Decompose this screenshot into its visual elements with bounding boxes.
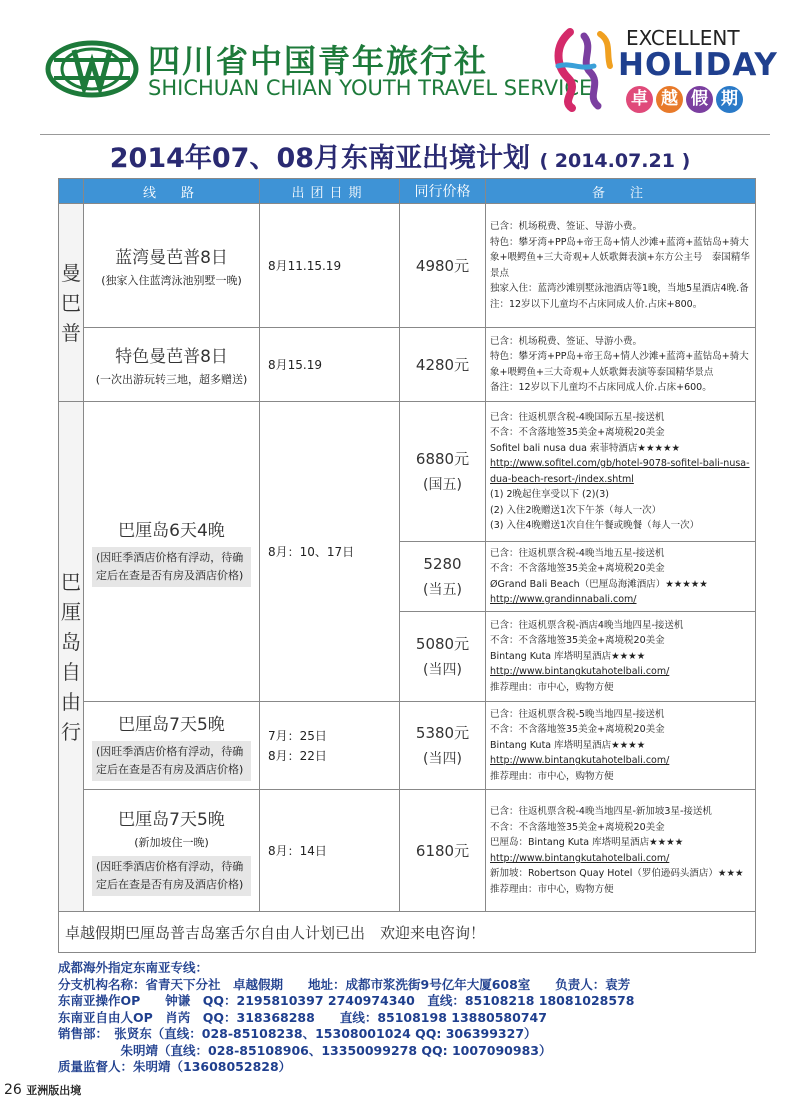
remark-line: 巴厘岛：Bintang Kuta 库塔明星酒店★★★★ — [490, 837, 684, 848]
route-sub-plain: (新加坡住一晚) — [134, 836, 209, 849]
route-name: 蓝湾曼芭普8日 — [115, 248, 228, 268]
route-cell — [84, 328, 260, 402]
brand-char: 期 — [716, 86, 743, 113]
title-main: 2014年07、08月东南亚出境计划 — [109, 143, 531, 174]
category-char: 行 — [61, 719, 81, 744]
remark-line: Bintang Kuta 库塔明星酒店★★★★ — [490, 739, 646, 751]
header-route: 线 路 — [84, 179, 260, 204]
route-sub: (独家入住蓝湾泳池别墅一晚) — [101, 274, 242, 287]
excellent-holiday-logo — [550, 26, 618, 112]
remark-line: (2) 入住2晚赠送1次下午茶（每人一次） — [490, 504, 662, 516]
remark-line: 不含：不含落地签35美金+离境税20美金 — [490, 563, 665, 574]
remark-line: 不含：不含落地签35美金+离境税20美金 — [490, 635, 665, 647]
brand-char: 卓 — [626, 86, 653, 113]
route-name: 巴厘岛7天5晚 — [118, 810, 225, 830]
price-value: 5280 — [423, 554, 462, 573]
hotel-link[interactable]: http://www.bintangkutahotelbali.com/ — [490, 666, 670, 678]
header-price: 同行价格 — [400, 179, 486, 204]
remarks — [486, 204, 756, 328]
remarks — [486, 612, 756, 702]
hotel-link[interactable]: http://www.bintangkutahotelbali.com/ — [490, 755, 670, 767]
remark-line: 备注：12岁以下儿童均不占床同成人价.占床+600。 — [490, 382, 712, 393]
page-title — [0, 136, 800, 175]
price-grade: (当四) — [423, 661, 462, 678]
route-cell — [84, 402, 260, 702]
price — [400, 542, 486, 612]
departure-dates: 8月：10、17日 — [260, 402, 400, 702]
contact-line: 销售部： 张贤东（直线：028-85108238、15308001024 QQ: 306399327） — [58, 1026, 537, 1041]
remarks — [486, 702, 756, 790]
page-footer — [4, 1082, 81, 1098]
header-dates: 出团日期 — [260, 179, 400, 204]
remark-line: 推荐理由：市中心，购物方便 — [490, 681, 614, 693]
remark-line: 不含：不含落地签35美金+离境税20美金 — [490, 724, 665, 736]
remark-line: 不含：不含落地签35美金+离境税20美金 — [490, 821, 665, 833]
category-char: 厘 — [61, 599, 81, 624]
departure-dates: 8月：14日 — [260, 790, 400, 912]
title-date: ( 2014.07.21 ) — [539, 150, 691, 172]
table-row — [59, 204, 756, 328]
price-value: 5380元 — [415, 723, 470, 742]
remarks — [486, 790, 756, 912]
route-name: 特色曼芭普8日 — [115, 347, 228, 367]
header-divider — [40, 134, 770, 135]
hotel-link[interactable]: http://www.grandinnabali.com/ — [490, 594, 637, 605]
price-grade: (国五) — [423, 476, 462, 493]
price-grade: (当五) — [423, 581, 462, 598]
route-sub: (一次出游玩转三地，超多赠送) — [95, 373, 248, 386]
date-line: 7月：25日 — [268, 728, 327, 743]
category-char: 由 — [61, 689, 81, 714]
brand-char: 越 — [656, 86, 683, 113]
remark-line: 已含：往返机票含税-4晚国际五星-接送机 — [490, 411, 665, 423]
itinerary-table — [58, 178, 756, 953]
remark-line: 独家入住：蓝湾沙滩别墅泳池酒店等1晚，当地5星酒店4晚.备注：12岁以下儿童均不占床同成人价.占床+800。 — [490, 283, 749, 310]
contact-line: 东南亚自由人OP 肖芮 QQ：318368288 直线：85108198 13880580747 — [58, 1009, 547, 1025]
category-char: 岛 — [61, 629, 81, 654]
departure-dates: 8月11.15.19 — [260, 204, 400, 328]
section-name: 亚洲版出境 — [26, 1084, 82, 1097]
remark-line: 已含：机场税费、签证、导游小费。 — [490, 221, 643, 232]
route-cell — [84, 790, 260, 912]
remark-line: (3) 入住4晚赠送1次自住午餐或晚餐（每人一次） — [490, 520, 700, 531]
remark-line: 不含：不含落地签35美金+离境税20美金 — [490, 427, 665, 438]
org-name-cn: 四川省中国青年旅行社 — [148, 42, 489, 80]
page-number: 26 — [4, 1082, 22, 1098]
remarks — [486, 542, 756, 612]
price-value: 5080元 — [415, 634, 470, 653]
brand-holiday: HOLIDAY — [618, 47, 778, 83]
remark-line: 特色：攀牙湾+PP岛+帝王岛+情人沙滩+蓝湾+蓝钻岛+骑大象+喂鳄鱼+三大奇观+人妖歌舞表演+东方公主号 泰国精华景点 — [490, 236, 750, 279]
category-char: 巴 — [61, 569, 81, 594]
remark-line: 推荐理由：市中心，购物方便 — [490, 770, 614, 782]
remark-line: 已含：往返机票含税-酒店4晚当地四星-接送机 — [490, 619, 684, 631]
contact-line: 东南亚操作OP 钟谦 QQ：2195810397 2740974340 直线：85108218 18081028578 — [58, 993, 635, 1008]
price — [400, 402, 486, 542]
brand-excellent: EXCELLENT — [626, 26, 740, 50]
remark-line: 已含：往返机票含税-4晚当地五星-接送机 — [490, 547, 665, 559]
contact-line: 质量监督人：朱明靖（13608052828） — [58, 1059, 292, 1074]
table-row — [59, 702, 756, 790]
hotel-link[interactable]: http://www.sofitel.com/gb/hotel-9078-sofitel-bali-nusa-dua-beach-resort-/index.shtml — [490, 458, 750, 485]
remark-line: Bintang Kuta 库塔明星酒店★★★★ — [490, 650, 646, 662]
route-cell — [84, 204, 260, 328]
remark-line: Sofitel bali nusa dua 索菲特酒店★★★★★ — [490, 442, 681, 454]
route-sub: (因旺季酒店价格有浮动，待确定后在查是否有房及酒店价格) — [92, 856, 251, 896]
departure-dates: 8月15.19 — [260, 328, 400, 402]
remark-line: ØGrand Bali Beach（巴厘岛海滩酒店）★★★★★ — [490, 578, 708, 590]
org-name-en: SHICHUAN CHIAN YOUTH TRAVEL SERVICE — [148, 76, 593, 100]
category-mabu — [59, 204, 84, 402]
brand-char: 假 — [686, 86, 713, 113]
route-sub: (因旺季酒店价格有浮动，待确定后在查是否有房及酒店价格) — [92, 741, 251, 781]
remarks — [486, 402, 756, 542]
table-row — [59, 328, 756, 402]
remark-line: 特色：攀牙湾+PP岛+帝王岛+情人沙滩+蓝湾+蓝钻岛+骑大象+喂鳄鱼+三大奇观+人妖歌舞表演等泰国精华景点 — [490, 351, 749, 378]
remark-line: 已含：往返机票含税-4晚当地四星-新加坡3星-接送机 — [490, 806, 712, 817]
contact-line: 朱明靖（直线：028-85108906、13350099278 QQ: 1007090983） — [58, 1042, 552, 1058]
category-char: 巴 — [61, 290, 81, 315]
category-char: 曼 — [61, 260, 81, 285]
price: 4280元 — [400, 328, 486, 402]
cyts-logo — [44, 40, 140, 98]
remark-line: 已含：往返机票含税-5晚当地四星-接送机 — [490, 708, 665, 720]
remark-line: 推荐理由：市中心，购物方便 — [490, 883, 614, 895]
table-row — [59, 402, 756, 542]
remark-line: 已含：机场税费、签证、导游小费。 — [490, 335, 643, 347]
category-char: 普 — [61, 320, 81, 345]
hotel-link[interactable]: http://www.bintangkutahotelbali.com/ — [490, 852, 670, 864]
route-name: 巴厘岛6天4晚 — [118, 521, 225, 541]
price — [400, 702, 486, 790]
contact-line: 成都海外指定东南亚专线： — [58, 960, 209, 975]
price-value: 6880元 — [415, 449, 470, 468]
contact-info — [58, 960, 758, 1076]
table-footer-row — [59, 912, 756, 953]
brand-cn-badges — [626, 86, 743, 113]
remark-line: (1) 2晚起住享受以下 (2)(3) — [490, 489, 609, 500]
contact-line: 分支机构名称：省青天下分社 卓越假期 地址：成都市浆洗街9号亿年大厦608室 负责人：袁芳 — [58, 976, 631, 992]
date-line: 8月：22日 — [268, 748, 327, 763]
price: 4980元 — [400, 204, 486, 328]
price-grade: (当四) — [423, 750, 462, 767]
price — [400, 612, 486, 702]
route-cell — [84, 702, 260, 790]
route-sub: (因旺季酒店价格有浮动，待确定后在查是否有房及酒店价格) — [92, 547, 251, 587]
category-char: 自 — [61, 659, 81, 684]
footer-note: 卓越假期巴厘岛普吉岛塞舌尔自由人计划已出 欢迎来电咨询！ — [59, 912, 756, 953]
price: 6180元 — [400, 790, 486, 912]
remark-line: 新加坡：Robertson Quay Hotel（罗伯逊码头酒店）★★★ — [490, 868, 744, 879]
header-blank — [59, 179, 84, 204]
remarks — [486, 328, 756, 402]
table-header-row — [59, 179, 756, 204]
table-row — [59, 790, 756, 912]
route-name: 巴厘岛7天5晚 — [118, 715, 225, 735]
departure-dates — [260, 702, 400, 790]
header-remarks: 备 注 — [486, 179, 756, 204]
category-bali — [59, 402, 84, 912]
